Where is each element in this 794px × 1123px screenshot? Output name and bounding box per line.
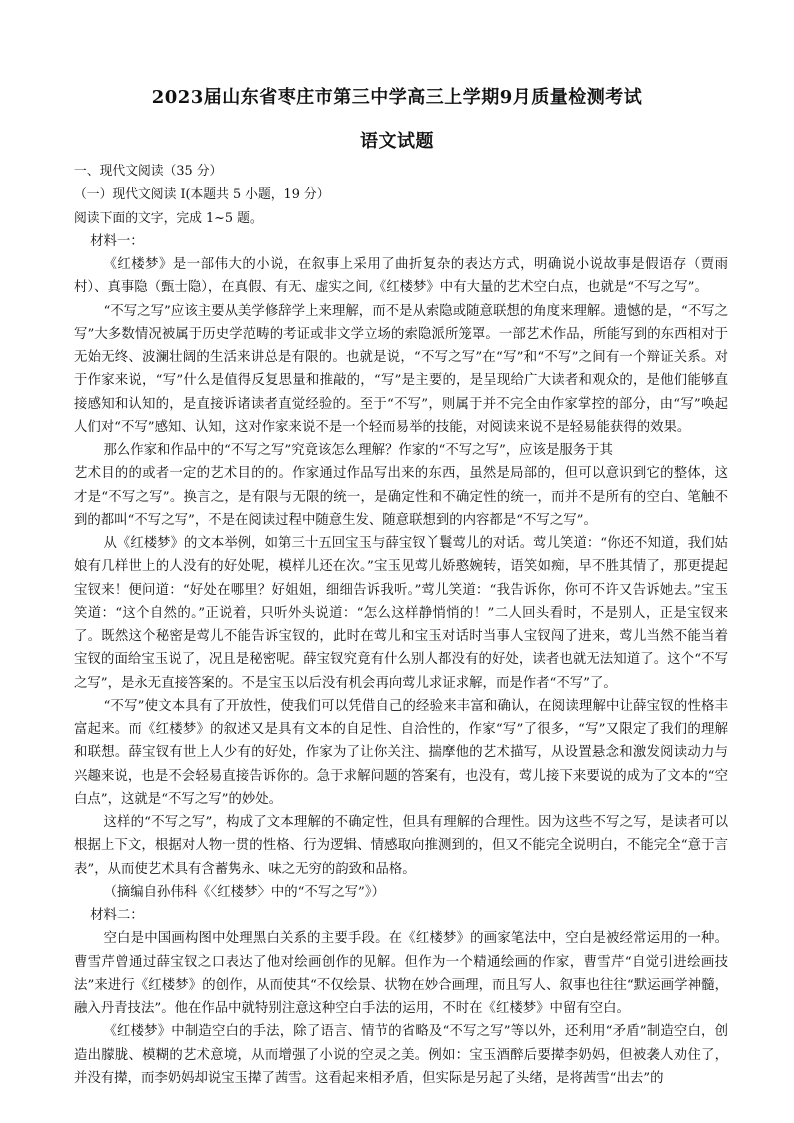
document-body [74, 160, 728, 1090]
exam-title: 2023届山东省枣庄市第三中学高三上学期9月质量检测考试 [151, 87, 643, 108]
paragraph: 《红楼梦》中制造空白的手法，除了语言、情节的省略及“不写之写”等以外，还利用“矛盾”制造空白，创造出朦胧、模糊的艺术意境，从而增强了小说的空灵之美。例如：宝玉酒醉后要撵李奶妈，但被袭人劝住了，并没有撵，而李奶妈却说宝玉撵了茜雪。这看起来相矛盾，但实际是另起了头绪，是将茜雪“出去”的 [74, 1024, 728, 1086]
paragraph: 这样的“不写之写”，构成了文本理解的不确定性，但具有理解的合理性。因为这些不写之写，是读者可以根据上下文，根据对人物一贯的性格、行为逻辑、情感取向推测到的，但又不能完全说明白，不能完全“意于言表”，从而使艺术具有含蓄隽永、味之无穷的韵致和品格。 [74, 815, 728, 877]
paragraph: 那么作家和作品中的“不写之写”究竟该怎么理解？作家的“不写之写”，应该是服务于其 艺术目的的或者一定的艺术目的的。作家通过作品写出来的东西，虽然是局部的，但可以意识到它的整体，这才是“不写之写”。换言之，是有限与无限的统一，是确定性和不确定性的统一，而并不是所有的空白、笔触不到的都叫“不写之写”，不是在阅读过程中随意生发、随意联想到的内容都是“不写之写”。 [74, 443, 728, 528]
section-heading: 一、现代文阅读（35 分） [74, 164, 223, 179]
subsection-heading: （一）现代文阅读 I(本题共 5 小题，19 分） [74, 187, 330, 203]
paragraph: 空白是中国画构图中处理黑白关系的主要手段。在《红楼梦》的画家笔法中，空白是被经常运用的一种。曹雪芹曾通过薛宝钗之口表达了他对绘画创作的见解。但作为一个精通绘画的作家，曹雪芹“自觉引进绘画技法”来进行《红楼梦》的创作，从而使其“不仅绘景、状物在妙合画理，而且写人、叙事也往往“默运画学神髓，融入丹青技法”。他在作品中就特别注意这种空白手法的运用，不时在《红楼梦》中留有空白。 [74, 931, 728, 1016]
paragraph: 《红楼梦》是一部伟大的小说，在叙事上采用了曲折复杂的表达方式，明确说小说故事是假语存（贾雨村）、真事隐（甄士隐），在真假、有无、虚实之间,《红楼梦》中有大量的艺术空白点，也就是“不写之写”。 [74, 257, 728, 296]
material2-label: 材料二： [90, 908, 144, 923]
paragraph: “不写之写”应该主要从美学修辞学上来理解，而不是从索隐或随意联想的角度来理解。遗憾的是，“不写之写”大多数情况被属于历史学范畴的考证或非文学立场的索隐派所笼罩。一部艺术作品，所能写到的东西相对于无始无终、波澜壮阔的生活来讲总是有限的。也就是说，“不写之写”在“写”和“不写”之间有一个辩证关系。对于作家来说，“写”什么是值得反复思量和推敲的，“写”是主要的，是呈现给广大读者和观众的，是他们能够直接感知和认知的，是直接诉诸读者直觉经验的。至于“不写”，则属于并不完全由作家掌控的部分，由“写”唤起人们对“不写”感知、认知，这对作家来说不是一个轻而易举的技能，对阅读来说不是轻易能获得的效果。 [74, 303, 728, 435]
instruction-text: 阅读下面的文字，完成 1~5 题。 [74, 210, 263, 226]
material1-label: 材料一： [90, 233, 144, 249]
paragraph: 从《红楼梦》的文本举例，如第三十五回宝玉与薛宝钗丫鬟莺儿的对话。莺儿笑道：“你还不知道，我们姑娘有几样世上的人没有的好处呢，模样儿还在次。”宝玉见莺儿娇憨婉转，语笑如痴，早不胜其情了，那更提起宝钗来！便问道：“好处在哪里？好姐姐，细细告诉我听。”莺儿笑道：“我告诉你，你可不许又告诉她去。”宝玉笑道：“这个自然的。”正说着，只听外头说道：“怎么这样静悄悄的！”二人回头看时，不是别人，正是宝钗来了。既然这个秘密是莺儿不能告诉宝钗的，此时在莺儿和宝玉对话时当事人宝钗闯了进来，莺儿当然不能当着宝钗的面给宝玉说了，况且是秘密呢。薛宝钗究竟有什么别人都没有的好处，读者也就无法知道了。这个“不写之写”，是永无直接答案的。不是宝玉以后没有机会再向莺儿求证求解，而是作者“不写”了。 [74, 536, 728, 691]
exam-subtitle: 语文试题 [360, 131, 434, 152]
source-note: （摘编自孙伟科《〈红楼梦〉中的“不写之写”》） [103, 884, 385, 900]
paragraph: “不写”使文本具有了开放性，使我们可以凭借自己的经验来丰富和确认，在阅读理解中让薛宝钗的性格丰富起来。而《红楼梦》的叙述又是具有文本的自足性、自洽性的，作家“写”了很多，“写”又限定了我们的理解和联想。薛宝钗有世上人少有的好处，作家为了让你关注、揣摩他的艺术描写，从设置悬念和激发阅读动力与兴趣来说，也是不会轻易直接告诉你的。急于求解问题的答案有，也没有，莺儿接下来要说的成为了文本的“空白点”，这就是“不写之写”的妙处。 [74, 698, 728, 807]
